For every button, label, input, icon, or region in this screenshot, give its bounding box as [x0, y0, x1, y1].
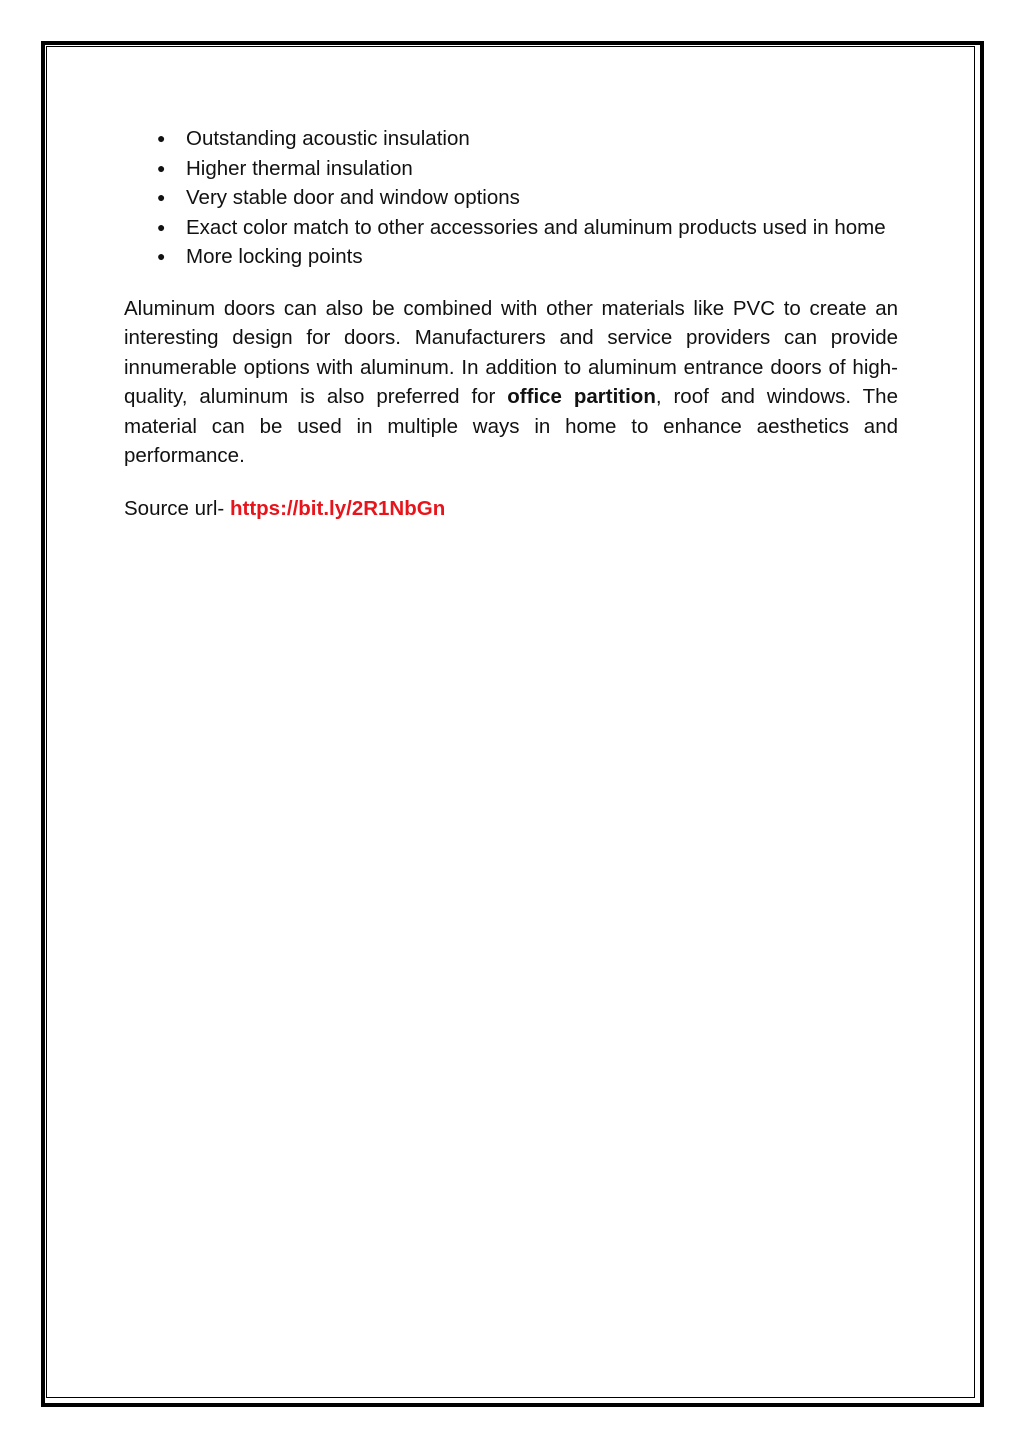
paragraph-text-end: , roof and windows. The material can be used in multiple ways in home to enhance aesthetics and performance. [124, 385, 898, 467]
list-item-text: Exact color match to other accessories and aluminum products used in home [186, 215, 886, 239]
bullet-icon: ● [157, 159, 166, 176]
list-item-text: Very stable door and window options [186, 186, 520, 209]
list-item [124, 242, 898, 272]
list-item-text: Higher thermal insulation [186, 156, 413, 180]
source-line [124, 494, 898, 524]
feature-list [124, 124, 898, 272]
bullet-icon: ● [157, 189, 166, 205]
document-body [124, 124, 898, 523]
bullet-icon: ● [157, 218, 166, 235]
source-link[interactable]: https://bit.ly/2R1NbGn [229, 496, 446, 520]
list-item [124, 213, 898, 243]
list-item [124, 183, 898, 213]
list-item-text: Outstanding acoustic insulation [186, 127, 470, 150]
paragraph-bold-term: office partition [507, 385, 656, 408]
list-item [124, 154, 898, 184]
list-item-text: More locking points [186, 245, 363, 268]
source-label: Source url- [124, 496, 230, 520]
paragraph-text-start: Aluminum doors can also be combined with other materials like PVC to create an interesting design for doors. Manufacturers and service providers can provide innumerable options with aluminum. In addition to aluminum entrance doors of high-quality, aluminum is also preferred for [124, 296, 898, 408]
body-paragraph [124, 294, 898, 471]
bullet-icon: ● [157, 248, 166, 264]
list-item [124, 124, 898, 154]
bullet-icon: ● [157, 130, 166, 146]
